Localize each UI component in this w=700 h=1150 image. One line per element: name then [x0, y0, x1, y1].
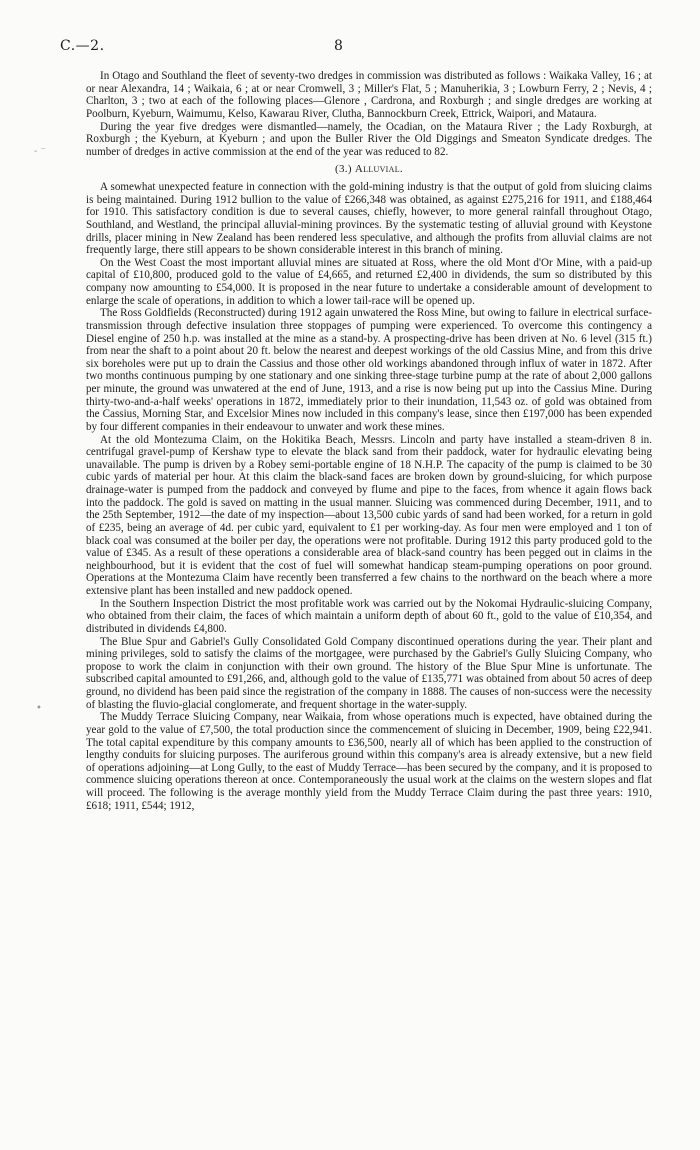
- section-heading: [86, 163, 652, 176]
- section-title: Alluvial.: [354, 163, 403, 176]
- document-reference: C.—2.: [60, 38, 105, 54]
- body-text: [86, 70, 652, 812]
- paragraph-montezuma-claim: At the old Montezuma Claim, on the Hokitika Beach, Messrs. Lincoln and party have installed a steam-driven 8 in. centrifugal gravel-pump of Kershaw type to elevate the black sand from their paddock, water for hydraulic elevating being unavailable. The pump is driven by a Robey semi-portable engine of 18 N.H.P. The capacity of the pump is claimed to be 30 cubic yards of material per hour. At this claim the black-sand faces are broken down by ground-sluicing, for which purpose drainage-water is pumped from the paddock and conveyed by flume and pipe to the faces, from whence it again flows back into the paddock. The gold is saved on matting in the usual manner. Sluicing was commenced during December, 1911, and to the 25th September, 1912—the date of my inspection—about 13,500 cubic yards of sand had been worked, for a return in gold of £235, being an average of 4d. per cubic yard, equivalent to £1 per working-day. As four men were employed and 1 ton of black coal was consumed at the boiler per day, the operations were not profitable. During 1912 this party produced gold to the value of £345. As a result of these operations a considerable area of black-sand country has been pegged out in claims in the neighbourhood, but it is evident that the cost of fuel will somewhat handicap steam-pumping operations on poor ground. Operations at the Montezuma Claim have recently been transferred a few chains to the northward on the beach where a more extensive plant has been installed and new paddock opened.: [86, 433, 652, 597]
- paragraph-muddy-terrace: The Muddy Terrace Sluicing Company, near Waikaia, from whose operations much is expected, have obtained during the year gold to the value of £7,500, the total production since the commencement of sluicing in December, 1909, being £22,941. The total capital expenditure by this company amounts to £36,500, nearly all of which has been applied to the construction of lengthy conduits for sluicing purposes. The auriferous ground within this company's area is already extensive, but a new field of operations adjoining—at Long Gully, to the east of Muddy Terrace—has been secured by the company, and it is proposed to commence sluicing operations thereon at once. Contemporaneously the usual work at the claims on the western slopes and flat will proceed. The following is the average monthly yield from the Muddy Terrace Claim during the past three years: 1910, £618; 1911, £544; 1912,: [86, 711, 652, 812]
- paragraph-dredges-dismantled: During the year five dredges were dismantled—namely, the Ocadian, on the Mataura River ; the Lady Roxburgh, at Roxburgh ; the Kyeburn, at Kyeburn ; and upon the Buller River the Old Diggings and Smeaton Syndicate dredges. The number of dredges in active commission at the end of the year was reduced to 82.: [86, 120, 652, 158]
- paragraph-ross-goldfields: The Ross Goldfields (Reconstructed) during 1912 again unwatered the Ross Mine, but owing to failure in electrical surface-transmission through defective insulation three stoppages of pumping were experienced. To overcome this contingency a Diesel engine of 250 h.p. was installed at the mine as a stand-by. A prospecting-drive has been driven at No. 6 level (315 ft.) from near the shaft to a point about 20 ft. below the nearest and deepest workings of the old Cassius Mine, and from this drive six boreholes were put up to drain the Cassius and those other old workings abandoned through influx of water in 1872. After two months continuous pumping by one stationary and one sinking three-stage turbine pump at the rate of about 2,000 gallons per minute, the ground was unwatered at the end of June, 1913, and a rise is now being put up into the Cassius Mine. During thirty-two-and-a-half weeks' operations in 1872, immediately prior to their inundation, 11,543 oz. of gold was obtained from the Cassius, Morning Star, and Excelsior Mines now included in this company's lease, since then £197,000 has been expended by four different companies in their endeavour to unwater and work these mines.: [86, 307, 652, 433]
- margin-mark: - ⁻: [34, 146, 46, 157]
- paragraph-blue-spur: The Blue Spur and Gabriel's Gully Consolidated Gold Company discontinued operations during the year. Their plant and mining privileges, sold to satisfy the claims of the mortgagee, were purchased by the Gabriel's Gully Sluicing Company, who propose to work the claim in conjunction with their own ground. The history of the Blue Spur Mine is unfortunate. The subscribed capital amounted to £91,266, and, although gold to the value of £135,771 was obtained from about 50 acres of deep ground, no dividend has been paid since the registration of the company in 1888. The causes of non-success were the necessity of blasting the fluvio-glacial conglomerate, and frequent shortage in the water-supply.: [86, 635, 652, 711]
- paragraph-nokomai: In the Southern Inspection District the most profitable work was carried out by the Nokomai Hydraulic-sluicing Company, who obtained from their claim, the faces of which maintain a uniform depth of about 60 ft., gold to the value of £10,354, and distributed in dividends £4,800.: [86, 597, 652, 635]
- page-number: 8: [334, 38, 343, 54]
- paragraph-west-coast: On the West Coast the most important alluvial mines are situated at Ross, where the old Mont d'Or Mine, with a paid-up capital of £10,800, produced gold to the value of £4,665, and returned £2,400 in dividends, the sum so distributed by this company now amounting to £54,000. It is proposed in the near future to undertake a considerable amount of development to enlarge the scale of operations, in addition to which a lower tail-race will be opened up.: [86, 256, 652, 307]
- paragraph-dredge-distribution: In Otago and Southland the fleet of seventy-two dredges in commission was distributed as follows : Waikaka Valley, 16 ; at or near Alexandra, 14 ; Waikaia, 6 ; at or near Cromwell, 3 ; Miller's Flat, 5 ; Manuherikia, 3 ; Lowburn Ferry, 2 ; Nevis, 4 ; Charlton, 3 ; two at each of the following places—Glenore , Cardrona, and Roxburgh ; and single dredges are working at Poolburn, Kyeburn, Waimumu, Kelso, Kawarau River, Clutha, Bannockburn Creek, Ettrick, Waipori, and Mataura.: [86, 70, 652, 120]
- paragraph-alluvial-output: A somewhat unexpected feature in connection with the gold-mining industry is that the output of gold from sluicing claims is being maintained. During 1912 bullion to the value of £266,348 was obtained, as against £275,216 for 1911, and £188,464 for 1910. This satisfactory condition is due to several causes, chiefly, however, to more general rainfall throughout Otago, Southland, and Westland, the principal alluvial-mining provinces. By the systematic testing of alluvial ground with Keystone drills, placer mining in New Zealand has been rendered less speculative, and although the profits from alluvial claims are not frequently large, there still appears to be shown considerable interest in this branch of mining.: [86, 181, 652, 257]
- page-header: [60, 38, 640, 58]
- margin-mark: •: [36, 703, 42, 714]
- section-number: (3.): [335, 163, 352, 176]
